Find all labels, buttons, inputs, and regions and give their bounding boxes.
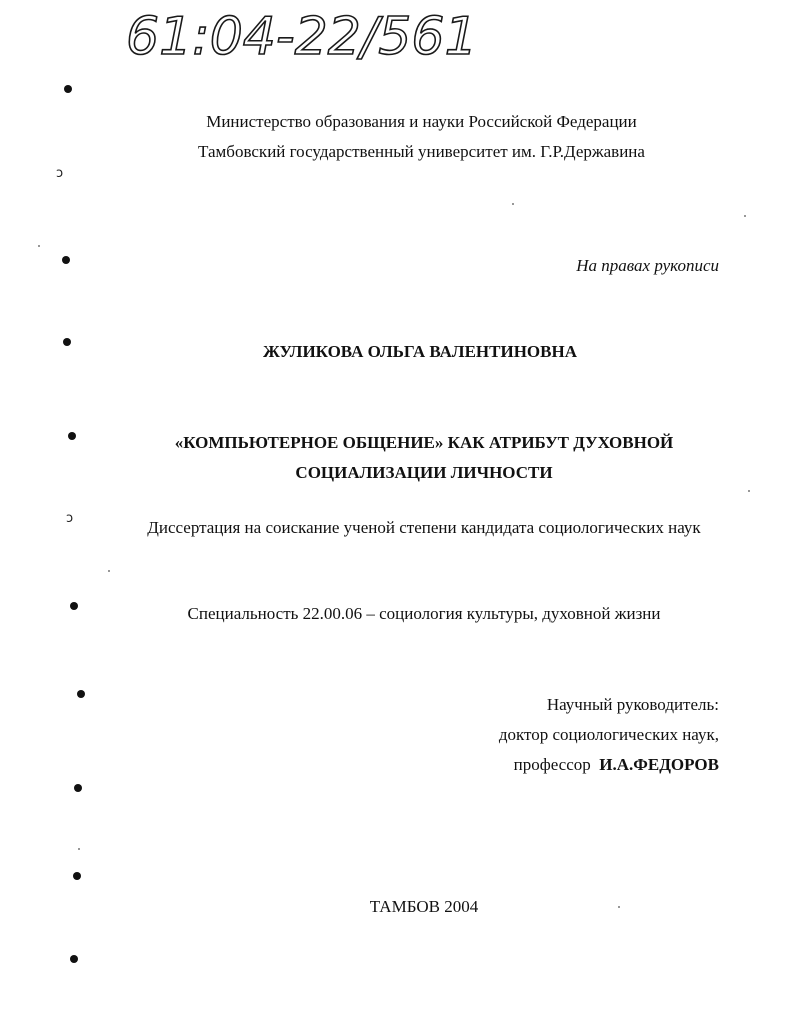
manuscript-rights-note: На правах рукописи	[576, 256, 719, 275]
ministry-name: Министерство образования и науки Российской Федерации	[206, 112, 637, 131]
supervisor-rank: профессор	[513, 755, 591, 774]
specialty-statement: Специальность 22.00.06 – социология культуры, духовной жизни	[187, 604, 661, 623]
author-name: ЖУЛИКОВА ОЛЬГА ВАЛЕНТИНОВНА	[262, 342, 577, 361]
supervisor-rank-name	[499, 750, 719, 780]
binding-hole-mark	[70, 602, 78, 610]
binding-hole-mark	[74, 784, 82, 792]
binding-hole-mark	[64, 85, 72, 93]
binding-hole-mark	[62, 256, 70, 264]
archive-code-text: 61:04-22/561	[126, 7, 478, 66]
title-line-1: «КОМПЬЮТЕРНОЕ ОБЩЕНИЕ» КАК АТРИБУТ ДУХОВНОЙ	[174, 433, 674, 452]
binding-hole-mark	[77, 690, 85, 698]
binding-hole-mark	[70, 955, 78, 963]
degree-statement: Диссертация на соискание ученой степени кандидата социологических наук	[147, 518, 701, 537]
dissertation-title	[0, 428, 799, 488]
binding-hole-mark	[63, 338, 71, 346]
supervisor-name: И.А.ФЕДОРОВ	[599, 755, 719, 774]
supervisor-label: Научный руководитель:	[546, 695, 719, 714]
scan-speck	[108, 570, 110, 572]
scan-speck	[748, 490, 750, 492]
scan-speck	[618, 906, 620, 908]
binding-hole-mark: ɔ	[56, 166, 64, 181]
scan-speck	[512, 203, 514, 205]
handwritten-archive-code	[122, 2, 502, 66]
title-line-2: СОЦИАЛИЗАЦИИ ЛИЧНОСТИ	[295, 463, 553, 482]
binding-hole-mark	[73, 872, 81, 880]
binding-hole-mark	[68, 432, 76, 440]
scan-speck	[744, 215, 746, 217]
binding-hole-mark: ɔ	[66, 511, 74, 526]
supervisor-block	[499, 690, 719, 780]
university-name: Тамбовский государственный университет им. Г.Р.Державина	[198, 142, 645, 161]
scan-speck	[38, 245, 40, 247]
supervisor-degree: доктор социологических наук,	[498, 725, 719, 744]
city-year: ТАМБОВ 2004	[369, 897, 479, 916]
archive-code-svg	[122, 2, 502, 66]
scan-speck	[78, 848, 80, 850]
